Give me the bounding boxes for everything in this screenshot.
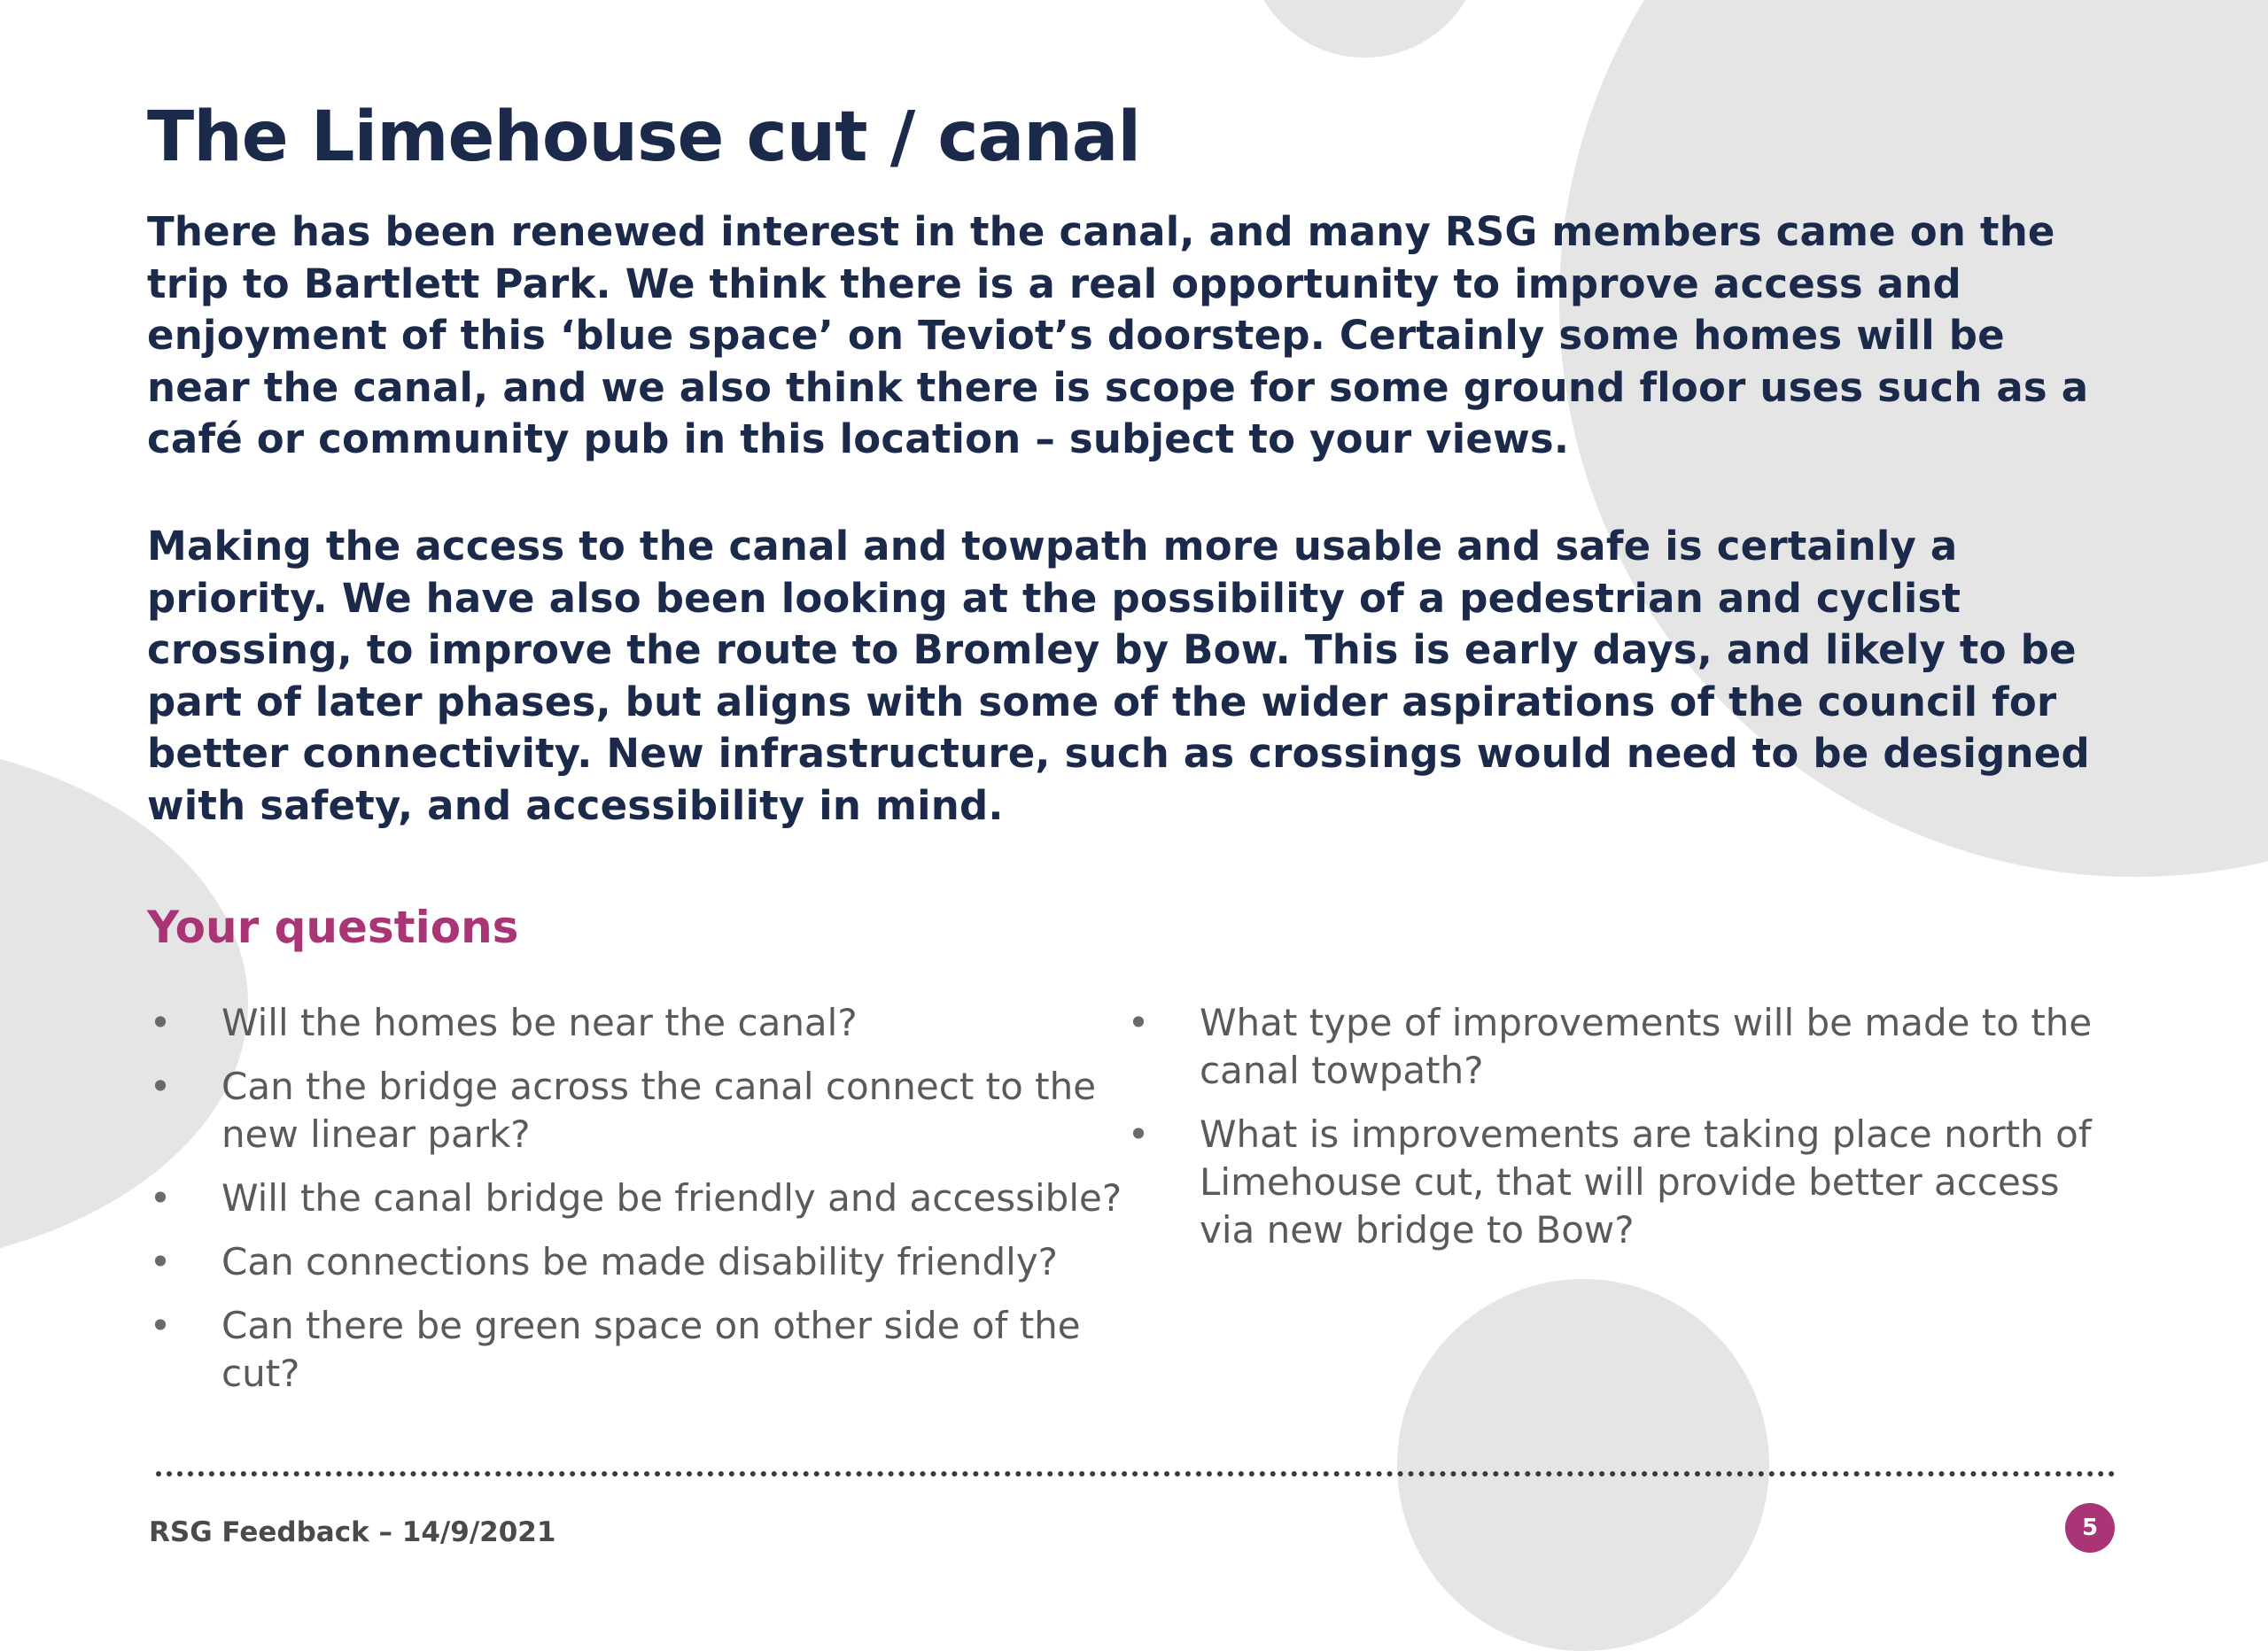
decorative-circle-top	[1247, 0, 1482, 58]
decorative-circle-bottom	[1397, 1279, 1769, 1651]
page-number-badge: 5	[2065, 1503, 2115, 1553]
question-text: Will the canal bridge be friendly and accessible?	[221, 1176, 1122, 1220]
question-item	[147, 999, 1139, 1047]
bullet-icon: •	[149, 1176, 172, 1220]
question-item	[147, 1063, 1139, 1159]
question-item	[147, 1174, 1139, 1222]
question-text: Will the homes be near the canal?	[221, 1001, 858, 1044]
question-text: Can the bridge across the canal connect to the new linear park?	[221, 1065, 1097, 1156]
question-item	[1125, 1111, 2126, 1254]
footer-divider	[156, 1471, 2116, 1477]
questions-list-right	[1125, 999, 2126, 1270]
question-text: What type of improvements will be made to the canal towpath?	[1200, 1001, 2093, 1092]
question-text: Can there be green space on other side of the cut?	[221, 1304, 1081, 1395]
question-text: Can connections be made disability friendly?	[221, 1240, 1058, 1283]
intro-paragraph: There has been renewed interest in the canal, and many RSG members came on the trip to Bartlett Park. We think there is a real opportunity to improve access and enjoyment of this ‘blue space’ on Teviot’s doorstep. Certainly some homes will be near the canal, and we also think there is scope for some ground floor uses such as a café or community pub in this location – subject to your views.	[147, 208, 2089, 462]
bullet-icon: •	[1127, 1112, 1150, 1156]
bullet-icon: •	[1127, 1001, 1150, 1044]
question-item	[147, 1238, 1139, 1286]
slide-title: The Limehouse cut / canal	[147, 97, 1141, 177]
bullet-icon: •	[149, 1304, 172, 1347]
questions-list-left	[147, 999, 1139, 1414]
footer-text: RSG Feedback – 14/9/2021	[149, 1516, 556, 1548]
bullet-icon: •	[149, 1240, 172, 1283]
access-paragraph: Making the access to the canal and towpath more usable and safe is certainly a priority. We have also been looking at the possibility of a pedestrian and cyclist crossing, to improve the route to Bromley by Bow. This is early days, and likely to be part of later phases, but aligns with some of the wider aspirations of the council for better connectivity. New infrastructure, such as crossings would need to be designed with safety, and accessibility in mind.	[147, 523, 2090, 829]
bullet-icon: •	[149, 1065, 172, 1108]
question-item	[147, 1302, 1139, 1398]
question-text: What is improvements are taking place north of Limehouse cut, that will provide better access via new bridge to Bow?	[1200, 1112, 2092, 1252]
questions-heading: Your questions	[147, 902, 519, 953]
question-item	[1125, 999, 2126, 1095]
bullet-icon: •	[149, 1001, 172, 1044]
